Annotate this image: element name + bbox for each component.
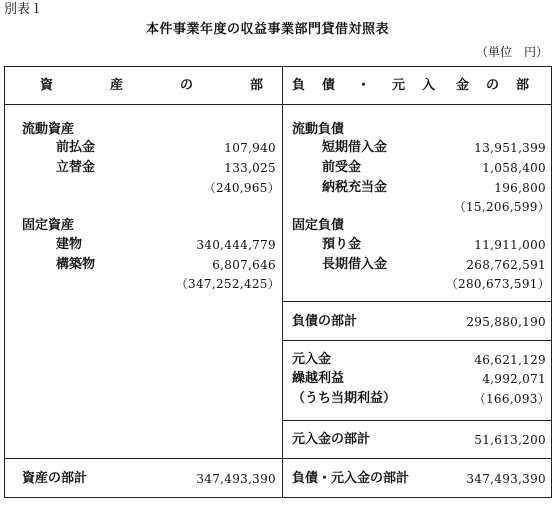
asset-item-label: 立替金 [56, 160, 96, 175]
assets-total-value: 347,493,390 [196, 472, 276, 486]
asset-item-value: 133,025 [224, 161, 276, 175]
current-assets-subtotal: （240,965） [203, 181, 280, 195]
capital-item-label: 元入金 [292, 352, 332, 367]
capital-item-value: 4,992,071 [482, 372, 546, 386]
liabilities-total-value: 295,880,190 [466, 315, 546, 329]
asset-item-value: 107,940 [224, 141, 276, 155]
column-divider [282, 66, 283, 498]
capital-item-label: 繰越利益 [292, 371, 345, 386]
asset-item-label: 建物 [56, 237, 83, 252]
liability-item-label: 納税充当金 [322, 180, 388, 195]
asset-item-label: 構築物 [56, 257, 96, 272]
capital-divider [282, 340, 552, 341]
liability-item-value: 268,762,591 [466, 258, 546, 272]
fixed-liabilities-subtotal: （280,673,591） [445, 277, 550, 291]
asset-item-value: 6,807,646 [212, 258, 276, 272]
liability-item-label: 前受金 [322, 160, 362, 175]
liability-item-value: 11,911,000 [474, 238, 546, 252]
liability-item-value: 13,951,399 [474, 141, 546, 155]
capital-item-value: （166,093） [473, 392, 550, 406]
liability-item-value: 1,058,400 [482, 161, 546, 175]
current-liabilities-label: 流動負債 [292, 122, 345, 137]
capital-total-label: 元入金の部計 [292, 432, 371, 447]
header-divider [4, 104, 552, 105]
fixed-assets-label: 固定資産 [22, 218, 75, 233]
capital-item-value: 46,621,129 [474, 353, 546, 367]
total-row-divider [4, 458, 552, 459]
liability-item-label: 預り金 [322, 237, 362, 252]
grand-total-label: 負債・元入金の部計 [292, 471, 410, 486]
assets-total-label: 資産の部計 [22, 471, 88, 486]
unit-label: （単位 円） [475, 45, 548, 59]
fixed-assets-subtotal: （347,252,425） [175, 277, 280, 291]
fixed-liabilities-label: 固定負債 [292, 218, 345, 233]
liabilities-total-label: 負債の部計 [292, 314, 358, 329]
liability-item-label: 長期借入金 [322, 257, 388, 272]
liabilities-total-divider [282, 301, 552, 302]
current-assets-label: 流動資産 [22, 122, 75, 137]
capital-total-divider [282, 420, 552, 421]
asset-item-label: 前払金 [56, 140, 96, 155]
capital-total-value: 51,613,200 [474, 433, 546, 447]
liability-item-value: 196,800 [494, 181, 546, 195]
capital-item-label: （うち当期利益） [292, 391, 397, 406]
annex-label: 別表１ [4, 2, 44, 17]
grand-total-value: 347,493,390 [466, 472, 546, 486]
page-title: 本件事業年度の収益事業部門貸借対照表 [146, 22, 390, 37]
liability-item-label: 短期借入金 [322, 140, 388, 155]
asset-item-value: 340,444,779 [196, 238, 276, 252]
current-liabilities-subtotal: （15,206,599） [453, 200, 550, 214]
